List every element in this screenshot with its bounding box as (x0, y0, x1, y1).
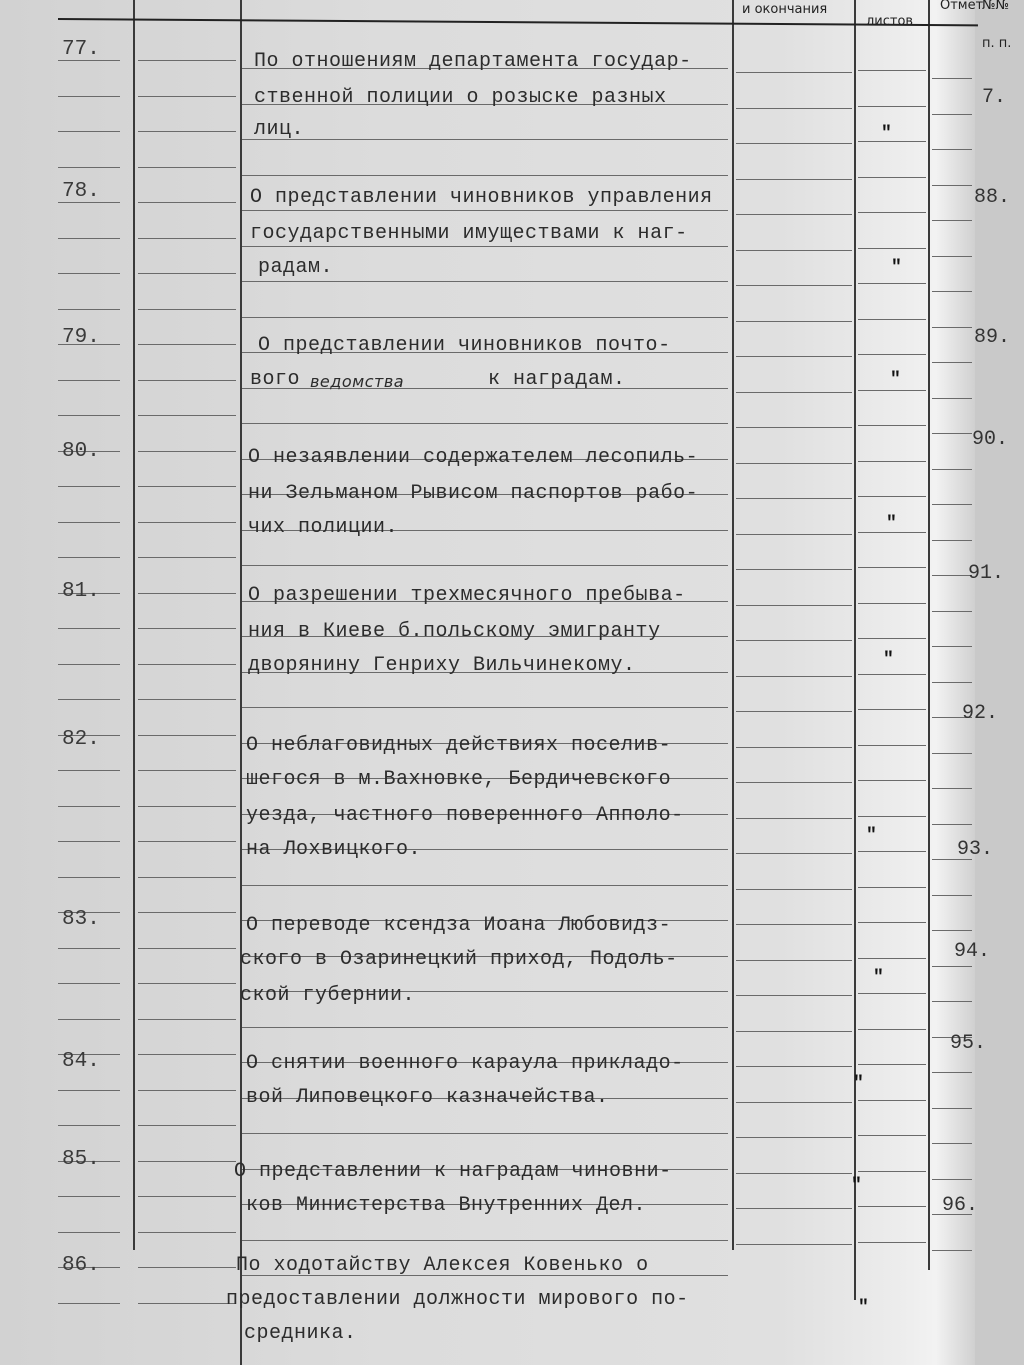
entry-number: 80. (62, 440, 100, 463)
entry-text: лиц. (254, 118, 305, 141)
ruled-line (736, 960, 852, 961)
ruled-line (858, 496, 926, 497)
ditto-mark: " (858, 1298, 869, 1318)
ruled-line (736, 250, 852, 251)
ruled-line (58, 1232, 120, 1233)
ruled-line (736, 853, 852, 854)
entry-text: ской губернии. (240, 984, 416, 1007)
ruled-line (138, 380, 236, 381)
ruled-line (138, 60, 236, 61)
ruled-line (932, 398, 972, 399)
ruled-line (932, 327, 972, 328)
ditto-mark: " (886, 514, 897, 534)
entry-text: ни Зельманом Рывисом паспортов рабо- (248, 482, 699, 505)
ruled-line (242, 1027, 728, 1028)
page-number: 94. (954, 940, 991, 963)
ruled-line (58, 1090, 120, 1091)
ruled-line (858, 638, 926, 639)
ruled-line (858, 319, 926, 320)
ruled-line (138, 238, 236, 239)
ruled-line (736, 711, 852, 712)
ruled-line (58, 415, 120, 416)
entry-text: О незаявлении содержателем лесопиль- (248, 446, 699, 469)
ruled-line (858, 177, 926, 178)
ruled-line (736, 463, 852, 464)
entry-number: 81. (62, 580, 100, 603)
ruled-line (736, 214, 852, 215)
header-pp: п. п. (982, 36, 1012, 51)
ditto-mark: " (891, 258, 902, 278)
ruled-line (858, 425, 926, 426)
ruled-line (242, 1240, 728, 1241)
ruled-line (932, 788, 972, 789)
ruled-line (932, 1108, 972, 1109)
column-rule (732, 0, 734, 1250)
ruled-line (932, 824, 972, 825)
entry-text: ского в Озаринецкий приход, Подоль- (240, 948, 678, 971)
ruled-line (242, 707, 728, 708)
ruled-line (736, 640, 852, 641)
ruled-line (138, 486, 236, 487)
ruled-line (242, 139, 728, 140)
ruled-line (58, 699, 120, 700)
ruled-line (736, 108, 852, 109)
header-number: №№ (982, 0, 1010, 13)
ruled-line (138, 96, 236, 97)
ruled-line (858, 1206, 926, 1207)
ruled-line (932, 469, 972, 470)
ruled-line (858, 1029, 926, 1030)
ruled-line (858, 70, 926, 71)
ruled-line (932, 1001, 972, 1002)
entry-text: ственной полиции о розыске разных (254, 86, 667, 109)
ruled-line (242, 175, 728, 176)
entry-text: О представлении чиновников управления (250, 186, 713, 209)
ruled-line (242, 246, 728, 247)
ruled-line (858, 1100, 926, 1101)
ruled-line (58, 238, 120, 239)
ruled-line (858, 603, 926, 604)
ruled-line (932, 433, 972, 434)
entry-number: 79. (62, 326, 100, 349)
ruled-line (736, 321, 852, 322)
ruled-line (58, 167, 120, 168)
ruled-line (138, 1196, 236, 1197)
ruled-line (932, 540, 972, 541)
ruled-line (138, 1161, 236, 1162)
ruled-line (58, 273, 120, 274)
ruled-line (932, 753, 972, 754)
ruled-line (932, 149, 972, 150)
ruled-line (58, 806, 120, 807)
entry-text: дворянину Генриху Вильчинекому. (248, 654, 636, 677)
ditto-mark: " (890, 370, 901, 390)
ruled-line (58, 1019, 120, 1020)
ruled-line (932, 895, 972, 896)
ruled-line (736, 427, 852, 428)
ruled-line (58, 309, 120, 310)
ditto-mark: " (853, 1074, 864, 1094)
ruled-line (736, 1102, 852, 1103)
ruled-line (138, 628, 236, 629)
ruled-line (138, 699, 236, 700)
entry-number: 83. (62, 908, 100, 931)
ruled-line (58, 664, 120, 665)
ruled-line (858, 709, 926, 710)
ruled-line (58, 948, 120, 949)
ruled-line (58, 96, 120, 97)
ruled-line (932, 1179, 972, 1180)
ruled-line (138, 273, 236, 274)
ruled-line (736, 179, 852, 180)
ruled-line (736, 818, 852, 819)
ruled-line (138, 1019, 236, 1020)
ruled-line (932, 220, 972, 221)
entry-text: шегося в м.Вахновке, Бердичевского (246, 768, 672, 791)
ruled-line (858, 816, 926, 817)
entry-text: По ходотайству Алексея Ковенько о (236, 1254, 649, 1277)
ruled-line (138, 522, 236, 523)
entry-text: О представлении к наградам чиновни- (234, 1160, 672, 1183)
ruled-line (736, 356, 852, 357)
ruled-line (736, 498, 852, 499)
entry-text: О представлении чиновников почто- (258, 334, 671, 357)
ruled-line (932, 1072, 972, 1073)
ruled-line (932, 185, 972, 186)
ruled-line (932, 504, 972, 505)
entry-text: ков Министерства Внутренних Дел. (246, 1194, 647, 1217)
header-notes: Отмет (940, 0, 984, 13)
ruled-line (858, 745, 926, 746)
ruled-line (138, 167, 236, 168)
column-rule (133, 0, 135, 1250)
ruled-line (736, 1244, 852, 1245)
entry-number: 85. (62, 1148, 100, 1171)
ruled-line (932, 646, 972, 647)
ruled-line (58, 1125, 120, 1126)
ruled-line (858, 1242, 926, 1243)
ruled-line (736, 782, 852, 783)
ruled-line (858, 461, 926, 462)
entry-text: вой Липовецкого казначейства. (246, 1086, 609, 1109)
ruled-line (138, 1267, 236, 1268)
ruled-line (138, 1054, 236, 1055)
ruled-line (932, 362, 972, 363)
ruled-line (858, 851, 926, 852)
header-rule (58, 18, 978, 26)
ruled-line (736, 143, 852, 144)
entry-text: радам. (258, 256, 334, 279)
entry-text: средника. (244, 1322, 357, 1345)
page-number: 93. (957, 838, 994, 861)
ruled-line (736, 995, 852, 996)
page-number: 88. (974, 186, 1011, 209)
ruled-line (858, 567, 926, 568)
ruled-line (932, 256, 972, 257)
ruled-line (138, 451, 236, 452)
ruled-line (932, 575, 972, 576)
ruled-line (858, 390, 926, 391)
ruled-line (932, 1250, 972, 1251)
entry-number: 77. (62, 38, 100, 61)
ruled-line (858, 106, 926, 107)
ruled-line (858, 780, 926, 781)
ruled-line (58, 1196, 120, 1197)
ruled-line (736, 1031, 852, 1032)
ruled-line (242, 565, 728, 566)
ruled-line (138, 664, 236, 665)
ruled-line (138, 593, 236, 594)
column-rule (854, 0, 856, 1300)
ruled-line (858, 354, 926, 355)
ditto-mark: " (873, 968, 884, 988)
ruled-line (58, 557, 120, 558)
ruled-line (242, 885, 728, 886)
ruled-line (736, 285, 852, 286)
ruled-line (58, 877, 120, 878)
entry-text: чих полиции. (248, 516, 399, 539)
entry-text: О снятии военного караула прикладо- (246, 1052, 684, 1075)
ruled-line (858, 922, 926, 923)
page-number: 89. (974, 326, 1011, 349)
ruled-line (138, 1303, 236, 1304)
entry-number: 78. (62, 180, 100, 203)
ruled-line (138, 912, 236, 913)
ruled-line (858, 958, 926, 959)
ruled-line (932, 114, 972, 115)
ruled-line (58, 983, 120, 984)
ruled-line (736, 569, 852, 570)
entry-text: к наградам. (488, 368, 626, 391)
entry-text: уезда, частного поверенного Апполо- (246, 804, 684, 827)
ruled-line (858, 1171, 926, 1172)
ruled-line (858, 674, 926, 675)
ruled-line (138, 1125, 236, 1126)
handwritten-insert: ведомства (310, 372, 405, 391)
ruled-line (736, 392, 852, 393)
ruled-line (138, 202, 236, 203)
ruled-line (932, 78, 972, 79)
ruled-line (138, 983, 236, 984)
page-number: 96. (942, 1194, 979, 1217)
ruled-line (736, 676, 852, 677)
entry-number: 86. (62, 1254, 100, 1277)
ruled-line (242, 317, 728, 318)
ruled-line (736, 72, 852, 73)
ruled-line (932, 930, 972, 931)
ruled-line (736, 534, 852, 535)
entry-text: О переводе ксендза Иоана Любовидз- (246, 914, 672, 937)
ruled-line (242, 1133, 728, 1134)
ruled-line (932, 611, 972, 612)
entry-text: вого (250, 368, 301, 391)
ditto-mark: " (851, 1176, 862, 1196)
entry-text: О разрешении трехмесячного пребыва- (248, 584, 686, 607)
ruled-line (736, 889, 852, 890)
entry-number: 82. (62, 728, 100, 751)
ruled-line (736, 605, 852, 606)
ruled-line (138, 415, 236, 416)
ruled-line (858, 1135, 926, 1136)
entry-text: государственными имуществами к наг- (250, 222, 688, 245)
ruled-line (58, 131, 120, 132)
ruled-line (138, 1090, 236, 1091)
column-rule (928, 0, 930, 1270)
ruled-line (58, 770, 120, 771)
ruled-line (858, 887, 926, 888)
ruled-line (138, 735, 236, 736)
page-number: 7. (982, 86, 1007, 109)
ruled-line (58, 841, 120, 842)
page-number: 92. (962, 702, 999, 725)
ditto-mark: " (881, 124, 892, 144)
header-dates: и окончания (742, 2, 828, 17)
ruled-line (58, 1303, 120, 1304)
ruled-line (242, 423, 728, 424)
ruled-line (736, 1173, 852, 1174)
ruled-line (858, 248, 926, 249)
ruled-line (58, 380, 120, 381)
ruled-line (858, 993, 926, 994)
ruled-line (138, 309, 236, 310)
ruled-line (932, 1143, 972, 1144)
page-number: 91. (968, 562, 1005, 585)
ditto-mark: " (883, 650, 894, 670)
ruled-line (138, 557, 236, 558)
entry-text: ния в Киеве б.польскому эмигранту (248, 620, 661, 643)
entry-text: По отношениям департамента государ- (254, 50, 692, 73)
entry-text: предоставлении должности мирового по- (226, 1288, 689, 1311)
ruled-line (736, 747, 852, 748)
header-sheets: листов (866, 14, 914, 29)
ruled-line (858, 1064, 926, 1065)
ruled-line (736, 924, 852, 925)
entry-number: 84. (62, 1050, 100, 1073)
ruled-line (58, 522, 120, 523)
ruled-line (138, 770, 236, 771)
ruled-line (932, 966, 972, 967)
ruled-line (138, 948, 236, 949)
entry-text: на Лохвицкого. (246, 838, 422, 861)
ruled-line (932, 682, 972, 683)
ruled-line (932, 291, 972, 292)
ruled-line (736, 1066, 852, 1067)
ruled-line (138, 806, 236, 807)
ruled-line (58, 628, 120, 629)
ruled-line (858, 141, 926, 142)
ruled-line (138, 877, 236, 878)
page-number: 90. (972, 428, 1009, 451)
ruled-line (858, 283, 926, 284)
ruled-line (58, 486, 120, 487)
ruled-line (242, 281, 728, 282)
ruled-line (242, 210, 728, 211)
ruled-line (736, 1208, 852, 1209)
ruled-line (736, 1137, 852, 1138)
ruled-line (858, 212, 926, 213)
ruled-line (138, 841, 236, 842)
entry-text: О неблаговидных действиях поселив- (246, 734, 672, 757)
ruled-line (138, 131, 236, 132)
page-number: 95. (950, 1032, 987, 1055)
ruled-line (138, 1232, 236, 1233)
ditto-mark: " (866, 826, 877, 846)
ruled-line (138, 344, 236, 345)
